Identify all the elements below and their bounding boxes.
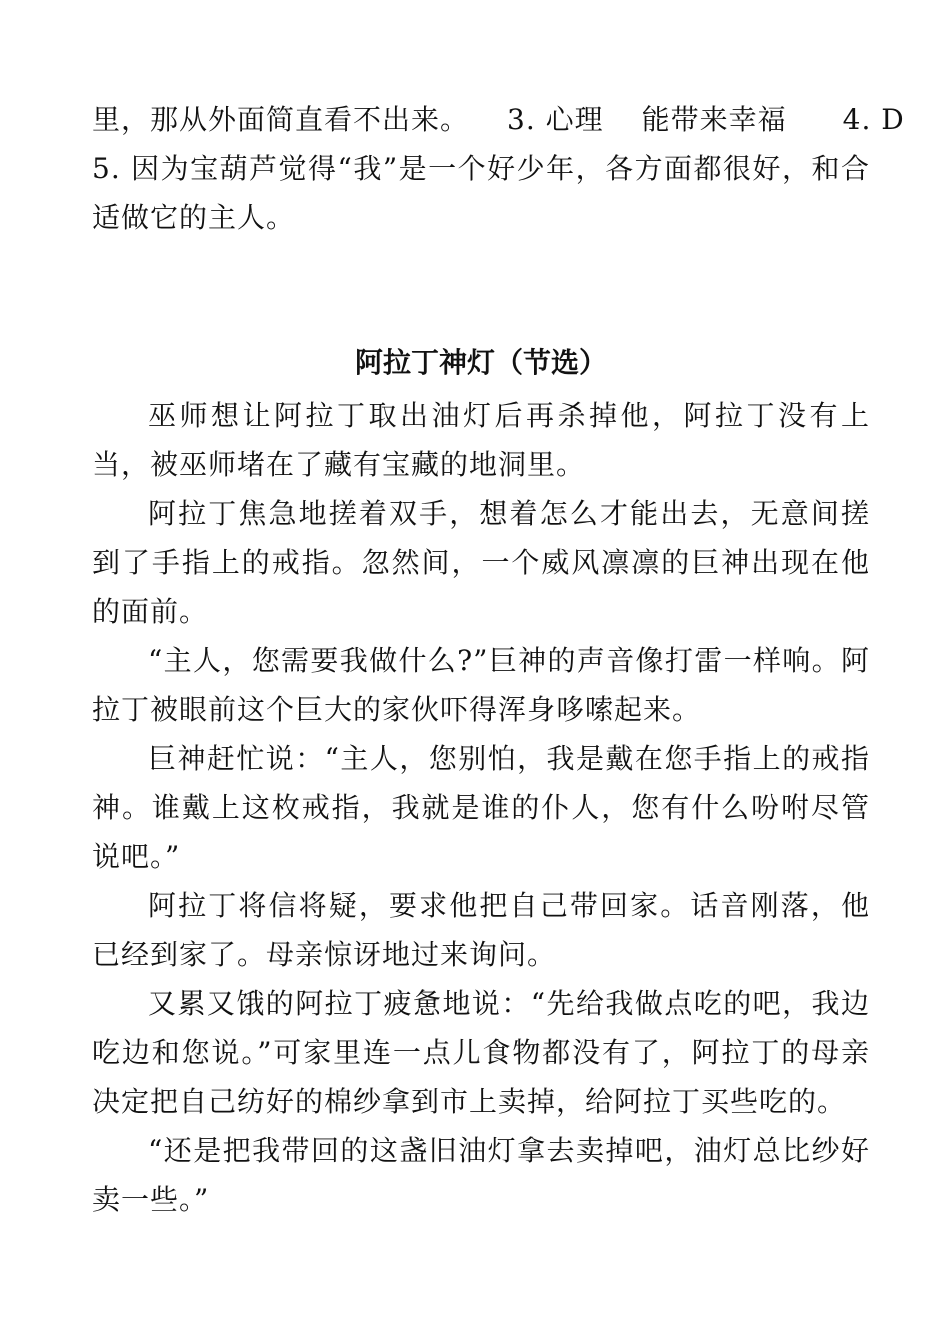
story-paragraph-3: “主人，您需要我做什么?”巨神的声音像打雷一样响。阿拉丁被眼前这个巨大的家伙吓得浑身哆嗦起来。 [92,644,870,726]
story-paragraph-4: 巨神赶忙说：“主人，您别怕，我是戴在您手指上的戒指神。谁戴上这枚戒指，我就是谁的仆人，您有什么吩咐尽管说吧。” [92,742,870,873]
story-paragraph-6: 又累又饿的阿拉丁疲惫地说：“先给我做点吃的吧，我边吃边和您说。”可家里连一点儿食物都没有了，阿拉丁的母亲决定把自己纺好的棉纱拿到市上卖掉，给阿拉丁买些吃的。 [92,987,870,1118]
story-title: 阿拉丁神灯（节选） [354,346,607,379]
story-paragraph-7: “还是把我带回的这盏旧油灯拿去卖掉吧，油灯总比纱好卖一些。” [92,1134,870,1216]
story-paragraph-1: 巫师想让阿拉丁取出油灯后再杀掉他，阿拉丁没有上当，被巫师堵在了藏有宝藏的地洞里。 [92,399,870,481]
answer-line-1 [92,95,905,144]
answer-3-extra: 能带来幸福 [641,103,787,136]
answer-4: 4. D [842,103,905,136]
answer-2-tail: 里，那从外面简直看不出来。 [92,103,470,136]
answer-3-label: 3. 心理 [507,103,604,136]
answer-5: 5. 因为宝葫芦觉得“我”是一个好少年，各方面都很好，和合适做它的主人。 [92,152,870,234]
story-paragraph-2: 阿拉丁焦急地搓着双手，想着怎么才能出去，无意间搓到了手指上的戒指。忽然间，一个威风凛凛的巨神出现在他的面前。 [92,497,870,628]
answer-section [92,95,905,255]
story-body [92,391,870,1224]
story-paragraph-5: 阿拉丁将信将疑，要求他把自己带回家。话音刚落，他已经到家了。母亲惊讶地过来询问。 [92,889,870,971]
document-page [92,95,905,1224]
